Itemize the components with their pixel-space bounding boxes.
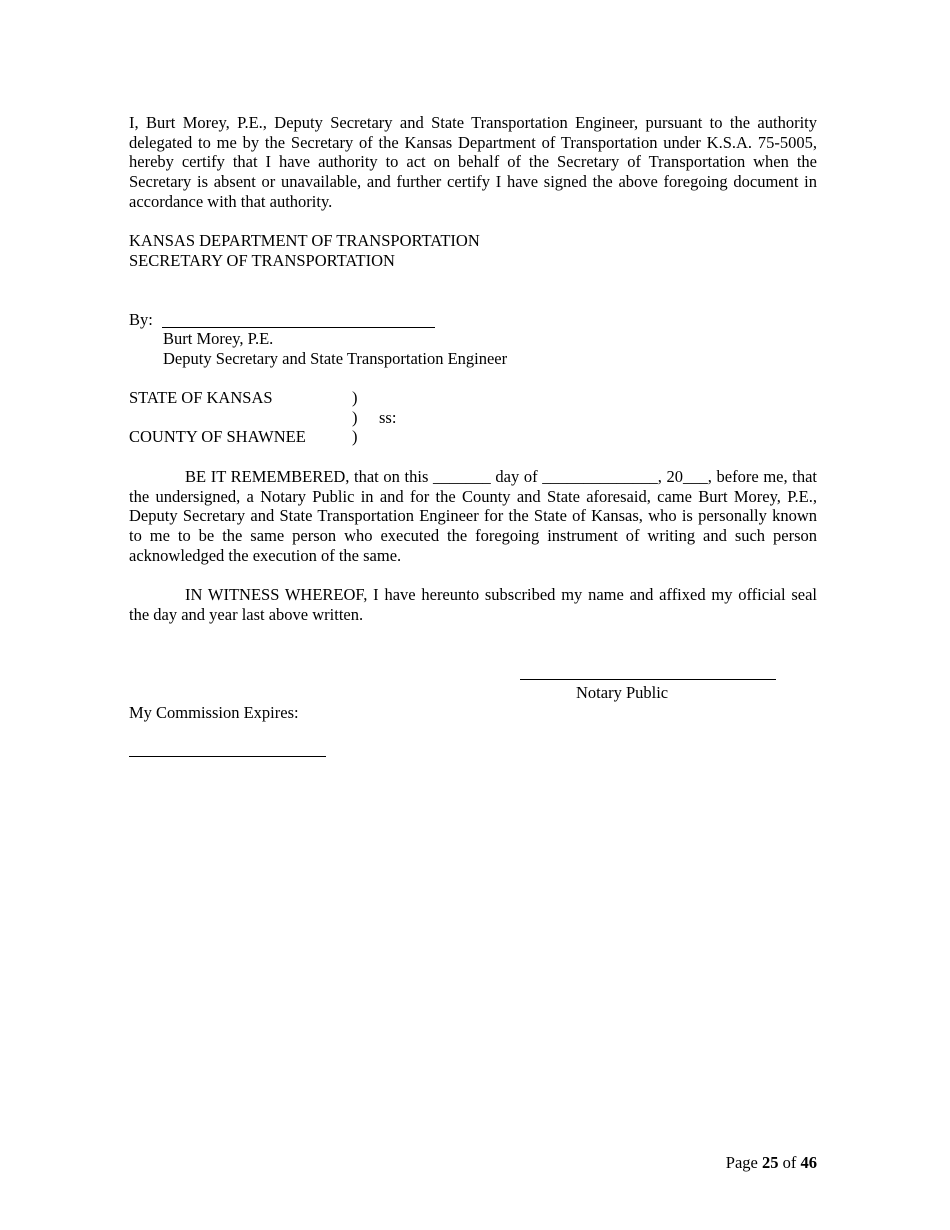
witness-paragraph: IN WITNESS WHEREOF, I have hereunto subscribed my name and affixed my official seal the day and year last above written. (129, 585, 817, 624)
venue-paren-1: ) (352, 388, 358, 407)
page-total: 46 (800, 1153, 817, 1172)
venue-state: STATE OF KANSAS (129, 388, 273, 407)
notary-public-label: Notary Public (576, 683, 669, 702)
venue-paren-3: ) (352, 427, 358, 446)
venue-county: COUNTY OF SHAWNEE (129, 427, 306, 446)
agency-name: KANSAS DEPARTMENT OF TRANSPORTATION (129, 231, 480, 250)
page-of: of (778, 1153, 801, 1172)
venue-paren-2: ) (352, 408, 358, 427)
certification-paragraph: I, Burt Morey, P.E., Deputy Secretary and State Transportation Engineer, pursuant to the authority delegated to me by the Secretary of the Kansas Department of Transportation under K.S.A. 75-5005, hereby certify that I have authority to act on behalf of the Secretary of Transportation when the Secretary is absent or unavailable, and further certify I have signed the above foregoing document in accordance with that authority. (129, 113, 817, 211)
acknowledgment-paragraph: BE IT REMEMBERED, that on this _______ day of ______________, 20___, before me, that the undersigned, a Notary Public in and for the County and State aforesaid, came Burt Morey, P.E., Deputy Secretary and State Transportation Engineer for the State of Kansas, who is personally known to me to be the same person who executed the foregoing instrument of writing and such person acknowledged the execution of the same. (129, 467, 817, 565)
venue-ss: ss: (379, 408, 397, 427)
page-current: 25 (762, 1153, 779, 1172)
secretary-signature-line (162, 327, 435, 328)
page-prefix: Page (725, 1153, 762, 1172)
agency-office: SECRETARY OF TRANSPORTATION (129, 251, 395, 270)
notary-signature-line (520, 679, 776, 680)
commission-expires-label: My Commission Expires: (129, 703, 299, 722)
signer-title: Deputy Secretary and State Transportation Engineer (163, 349, 508, 368)
signer-name: Burt Morey, P.E. (163, 329, 274, 348)
page-number (726, 1153, 817, 1173)
commission-date-line (129, 756, 326, 757)
by-label: By: (129, 310, 153, 329)
